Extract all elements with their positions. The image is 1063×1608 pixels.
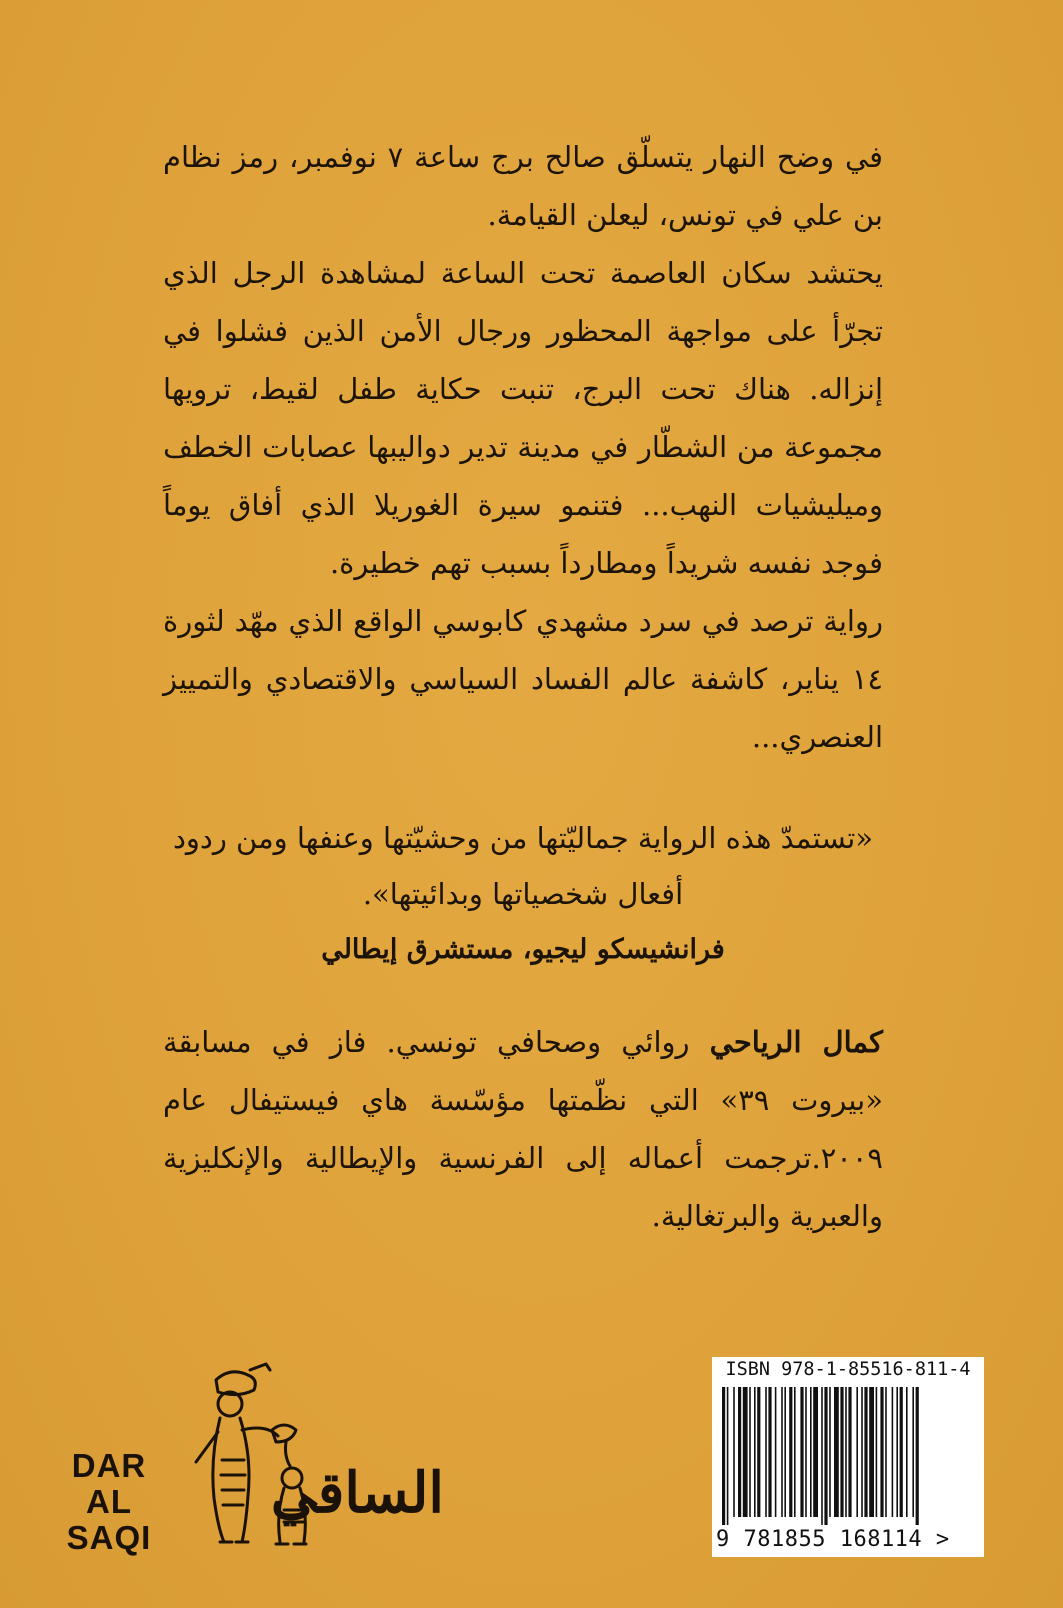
barcode-bar [805, 1387, 807, 1517]
barcode-bar [916, 1387, 919, 1525]
barcode-bar [906, 1387, 908, 1517]
barcode-bar [727, 1387, 729, 1525]
barcode-bar [775, 1387, 777, 1517]
barcode-bar [896, 1387, 898, 1517]
barcode-bar [738, 1387, 741, 1517]
barcode-bar [743, 1387, 748, 1517]
barcode-bar [733, 1387, 735, 1517]
barcode-bar [912, 1387, 914, 1517]
barcode-bar [810, 1387, 812, 1517]
barcode-bar [861, 1387, 863, 1517]
barcode-bar [794, 1387, 796, 1517]
review-quote [163, 810, 883, 978]
barcode-bar [876, 1387, 878, 1517]
barcode-bar [856, 1387, 858, 1517]
barcode-bar [784, 1387, 786, 1517]
synopsis-paragraph-1: في وضح النهار يتسلّق صالح برج ساعة ٧ نوفمبر، رمز نظام بن علي في تونس، ليعلن القيامة. [163, 140, 883, 232]
author-name: كمال الرياحي [709, 1025, 883, 1059]
barcode-bar [800, 1387, 803, 1517]
synopsis [163, 128, 883, 766]
barcode-bar [757, 1387, 760, 1517]
barcode-bar [754, 1387, 756, 1517]
barcode-bar [765, 1387, 767, 1517]
barcode-bar [848, 1387, 851, 1517]
barcode-bar [789, 1387, 792, 1517]
barcode-bar [813, 1387, 818, 1517]
barcode-bar [834, 1387, 839, 1517]
barcode-bar [749, 1387, 751, 1517]
publisher-latin-line2: AL SAQI [66, 1483, 152, 1556]
barcode-bar [864, 1387, 867, 1517]
synopsis-paragraph-3: رواية ترصد في سرد مشهدي كابوسي الواقع الذي مهّد لثورة ١٤ يناير، كاشفة عالم الفساد السياسي والاقتصادي والتمييز العنصري... [163, 604, 883, 754]
author-bio-text: روائي وصحافي تونسي. فاز في مسابقة «بيروت ٣٩» التي نظّمتها مؤسّسة هاي فيستيفال عام ٢٠٠٩.ترجمت أعماله إلى الفرنسية والإيطالية والإنكليزية والعبرية والبرتغالية. [163, 1025, 883, 1233]
barcode-bar [840, 1387, 843, 1517]
barcode-bar [900, 1387, 903, 1517]
barcode-bar [824, 1387, 827, 1525]
barcode-bars [718, 1387, 978, 1525]
quote-author: فرانشيسكو ليجيو، مستشرق إيطالي [321, 934, 725, 965]
barcode-digits: 9 781855 168114 > [716, 1527, 950, 1552]
publisher-logo [44, 1360, 444, 1556]
publisher-latin-line1: DAR [71, 1447, 147, 1484]
publisher-arabic-name: الساقي [270, 1460, 444, 1526]
synopsis-paragraph-2: يحتشد سكان العاصمة تحت الساعة لمشاهدة الرجل الذي تجرّأ على مواجهة المحظور ورجال الأمن الذين فشلوا في إنزاله. هناك تحت البرج، تنبت حكاية طفل لقيط، ترويها مجموعة من الشطّار في مدينة تدير دواليبها عصابات الخطف وميليشيات النهب... فتنمو سيرة الغوريلا الذي أفاق يوماً فوجد نفسه شريداً ومطارداً بسبب تهم خطيرة. [163, 256, 883, 580]
barcode-bar [885, 1387, 887, 1517]
quote-text: «تستمدّ هذه الرواية جماليّتها من وحشيّتها وعنفها ومن ردود أفعال شخصياتها وبدائيتها». [172, 821, 874, 911]
barcode-bar [829, 1387, 831, 1517]
barcode-bar [869, 1387, 874, 1517]
author-bio [163, 1013, 883, 1245]
isbn-number: ISBN 978-1-85516-811-4 [725, 1359, 971, 1380]
barcode-bar [892, 1387, 894, 1517]
barcode-bar [880, 1387, 883, 1517]
barcode-bar [722, 1387, 725, 1525]
isbn-barcode [712, 1357, 984, 1557]
barcode-bar [821, 1387, 823, 1525]
barcode-bar [781, 1387, 783, 1517]
barcode-bar [845, 1387, 847, 1517]
publisher-latin-name [44, 1448, 174, 1556]
barcode-bar [768, 1387, 771, 1517]
